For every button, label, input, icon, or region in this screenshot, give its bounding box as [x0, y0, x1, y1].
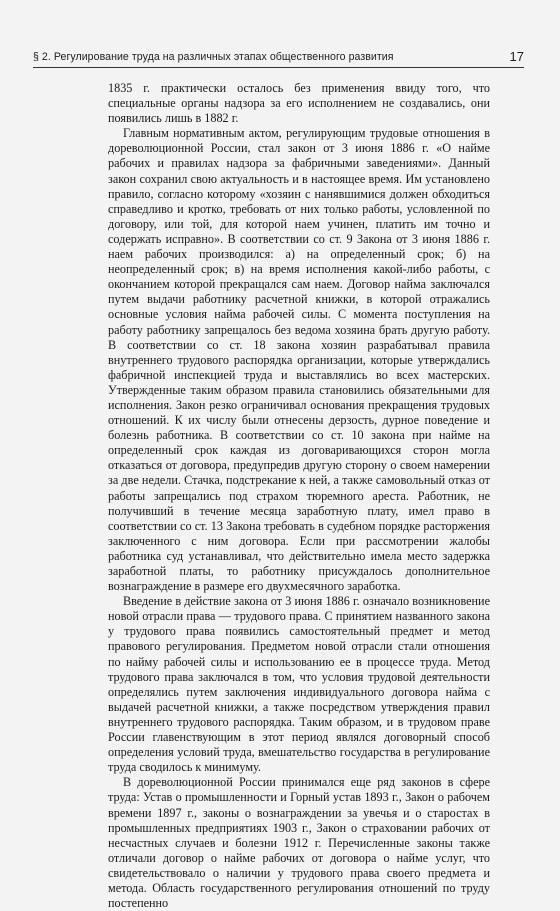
- paragraph: Введение в действие закона от 3 июня 1886 г. означало возникновение новой отрасли права — трудового права. С принятием названного закона у трудового права появились самостоятельный предмет и метод правового регулирования. Предметом новой отрасли стали отношения по найму рабочей силы и использованию ее в процессе труда. Метод трудового права заключался в том, что условия трудовой деятельности определялись путем заключения индивидуального договора найма с выдачей расчетной книжки, а также посредством утверждения правил внутреннего трудового распорядка. Таким образом, и в трудовом праве России главенствующим в этот период являлся договорный способ определения условий труда, вмешательство государства в регулирование труда сводилось к минимуму.: [108, 594, 490, 775]
- running-header: [33, 46, 524, 68]
- body-text: [108, 81, 490, 911]
- paragraph: Главным нормативным актом, регулирующим трудовые отношения в дореволюционной России, стал закон от 3 июня 1886 г. «О найме рабочих и правилах надзора за фабричными заведениями». Данный закон сохранил свою актуальность и в настоящее время. Им установлено правило, согласно которому «хозяин с нанявшимися должен обходиться справедливо и кротко, требовать от них только работы, условленной по договору, или той, для которой наем учинен, платить им точно и содержать исправно». В соответствии со ст. 9 Закона от 3 июня 1886 г. наем рабочих производился: а) на определенный срок; б) на неопределенный срок; в) на время исполнения какой-либо работы, с окончанием которой прекращался сам наем. Договор найма заключался путем выдачи работнику расчетной книжки, в которой отражались основные условия найма рабочей силы. С момента поступления на работу работнику запрещалось без ведома хозяина брать другую работу. В соответствии со ст. 18 закона хозяин разрабатывал правила внутреннего трудового распорядка организации, которые утверждались фабричной инспекцией труда и выставлялись во всех мастерских. Утвержденные таким образом правила становились обязательными для исполнения. Закон резко ограничивал основания прекращения трудовых отношений. К их числу были отнесены дерзость, дурное поведение и болезнь работника. В соответствии со ст. 10 закона при найме на определенный срок каждая из договаривающихся сторон могла отказаться от договора, предупредив другую сторону о своем намерении за две недели. Стачка, подстрекание к ней, а также самовольный отказ от работы запрещались под страхом тюремного ареста. Работник, не получивший в течение месяца заработную плату, имел право в соответствии со ст. 13 Закона требовать в судебном порядке расторжения заключенного с ним договора. Если при рассмотрении жалобы работника суд устанавливал, что действительно имела место задержка заработной платы, то работнику присуждалось дополнительное вознаграждение в размере его двухмесячного заработка.: [108, 126, 490, 594]
- page-number: 17: [509, 49, 524, 64]
- header-rule: [33, 67, 524, 68]
- paragraph: В дореволюционной России принимался еще ряд законов в сфере труда: Устав о промышленности и Горный устав 1893 г., Закон о рабочем времени 1897 г., законы о вознаграждении за увечья и о старостах в промышленных предприятиях 1903 г., Закон о страховании рабочих от несчастных случаев и болезни 1912 г. Перечисленные законы также отличали договор о найме рабочих от договора о найме услуг, что свидетельствовало о наличии у трудового права своего предмета и метода. Область государственного регулирования отношений по труду постепенно: [108, 775, 490, 911]
- paragraph-continued: 1835 г. практически осталось без применения ввиду того, что специальные органы надзора за его исполнением не создавались, они появились лишь в 1882 г.: [108, 81, 490, 126]
- section-title: § 2. Регулирование труда на различных этапах общественного развития: [33, 51, 394, 63]
